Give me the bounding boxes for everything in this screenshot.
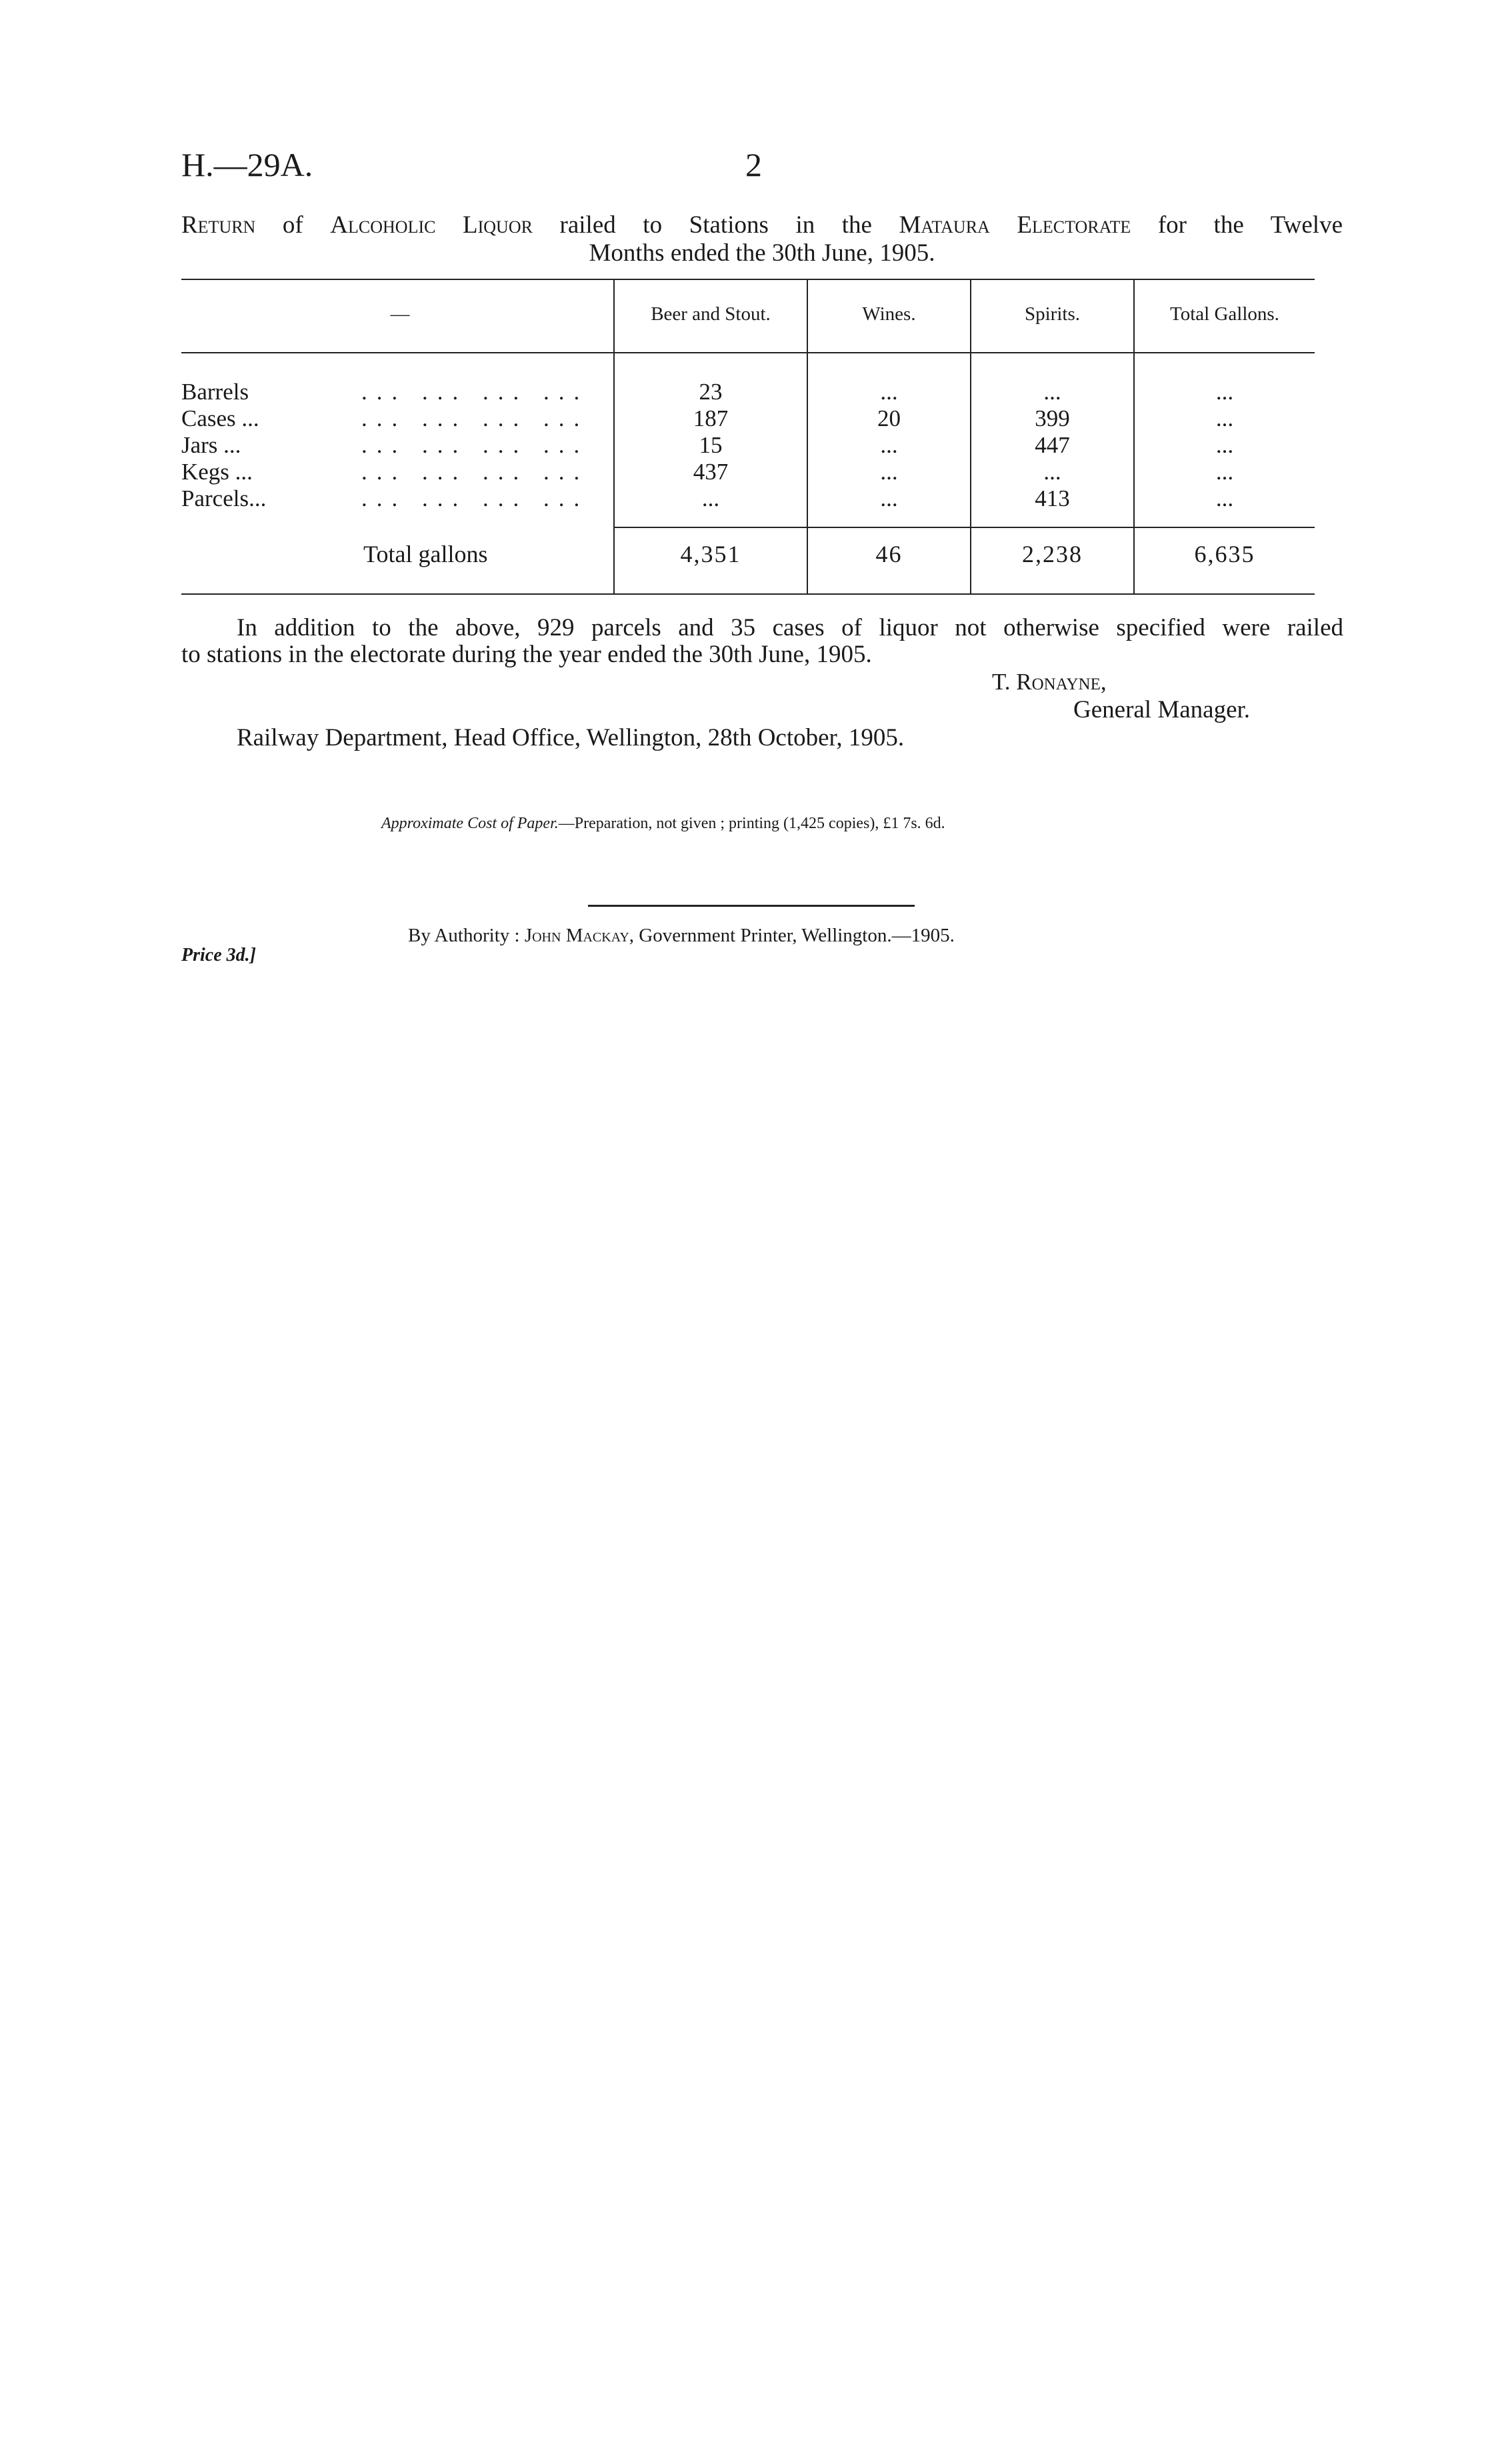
cell-total: ...: [1215, 485, 1234, 511]
page-number: 2: [745, 146, 762, 183]
document-reference: H.—29A.: [181, 146, 313, 183]
authority-prefix: By Authority :: [408, 925, 520, 946]
row-label: Kegs ... ... ... ... ...: [181, 459, 589, 485]
row-label: Jars ... ... ... ... ...: [181, 432, 589, 458]
cell-beer: 187: [693, 405, 729, 431]
cell-wines: ...: [880, 432, 898, 458]
department-line: Railway Department, Head Office, Wellington, 28th October, 1905.: [237, 724, 905, 751]
table-header-rule: [181, 352, 1315, 353]
table-bottom-rule: [181, 593, 1315, 595]
column-header-blank: —: [390, 303, 410, 325]
cell-total: ...: [1215, 405, 1234, 431]
title-electorate: Mataura Electorate: [899, 211, 1131, 239]
paragraph-line2: to stations in the electorate during the year ended the 30th June, 1905.: [181, 641, 872, 668]
title-return: Return: [181, 211, 256, 239]
cell-beer: 437: [693, 459, 729, 485]
signatory-title: General Manager.: [1073, 696, 1251, 723]
column-header-wines: Wines.: [862, 303, 916, 325]
cell-wines: 20: [877, 405, 901, 431]
cell-wines: ...: [880, 379, 898, 405]
paragraph-line1: In addition to the above, 929 parcels and 35 cases of liquor not otherwise specified were railed: [237, 614, 1343, 641]
column-header-beer: Beer and Stout.: [651, 303, 771, 325]
authority-rule: [588, 905, 915, 907]
cost-label: Approximate Cost of Paper.: [381, 815, 559, 832]
total-gallons: 6,635: [1194, 541, 1255, 567]
cell-spirits: ...: [1043, 459, 1061, 485]
row-label: Cases ... ... ... ... ...: [181, 405, 589, 431]
cost-of-paper: [381, 815, 945, 833]
cell-total: ...: [1215, 379, 1234, 405]
authority-rest: Government Printer, Wellington.—1905.: [639, 925, 955, 946]
cell-spirits: 399: [1035, 405, 1070, 431]
title-twelve: for the Twelve: [1157, 211, 1343, 239]
cell-beer: 15: [699, 432, 723, 458]
title-alcoholic-liquor: Alcoholic Liquor: [330, 211, 533, 239]
printer-name: John Mackay,: [524, 925, 635, 946]
cell-total: ...: [1215, 432, 1234, 458]
cell-beer: ...: [701, 485, 720, 511]
cell-total: ...: [1215, 459, 1234, 485]
cell-spirits: ...: [1043, 379, 1061, 405]
cell-wines: ...: [880, 459, 898, 485]
printer-authority: [408, 925, 955, 947]
title-of: of: [282, 211, 303, 239]
total-wines: 46: [875, 541, 903, 567]
row-label: Parcels... ... ... ... ...: [181, 485, 589, 511]
table-total-rule-top: [613, 527, 1315, 528]
total-label: Total gallons: [363, 541, 488, 567]
total-spirits: 2,238: [1022, 541, 1083, 567]
cell-spirits: 413: [1035, 485, 1070, 511]
price-label: Price 3d.]: [181, 945, 256, 965]
cell-wines: ...: [880, 485, 898, 511]
cost-text: —Preparation, not given ; printing (1,425 copies), £1 7s. 6d.: [558, 815, 945, 832]
row-label: Barrels ... ... ... ...: [181, 379, 589, 405]
column-header-spirits: Spirits.: [1025, 303, 1080, 325]
total-beer: 4,351: [680, 541, 741, 567]
cell-spirits: 447: [1035, 432, 1070, 458]
signatory-name: T. Ronayne,: [992, 669, 1107, 695]
column-header-total: Total Gallons.: [1170, 303, 1279, 325]
title-railed: railed to Stations in the: [559, 211, 872, 239]
table-title-line2: Months ended the 30th June, 1905.: [589, 239, 935, 267]
table-top-rule: [181, 279, 1315, 280]
cell-beer: 23: [699, 379, 723, 405]
table-title-line1: [181, 211, 1343, 239]
